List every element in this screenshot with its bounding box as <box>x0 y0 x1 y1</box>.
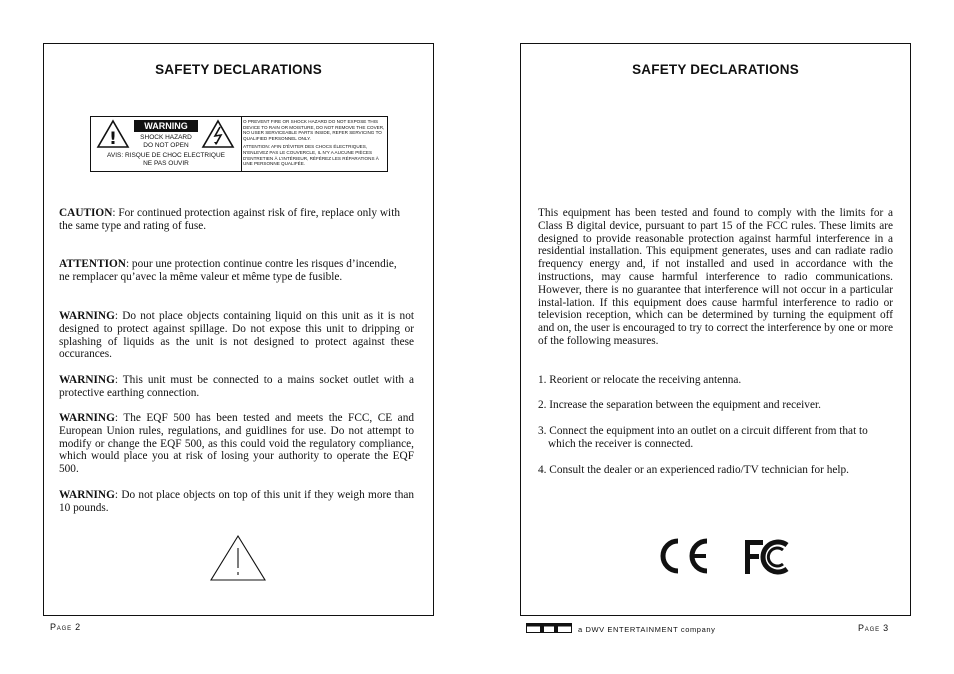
paragraph-lead: WARNING <box>59 489 115 501</box>
ce-mark-icon <box>656 537 712 575</box>
paragraph-text: : Do not place objects on top of this unit if they weigh more than 10 pounds. <box>59 489 414 514</box>
paragraph-lead: CAUTION <box>59 207 113 219</box>
lightning-triangle-icon <box>201 119 235 149</box>
warning-weight-paragraph <box>59 489 414 515</box>
right-page-heading: SAFETY DECLARATIONS <box>632 62 799 77</box>
paragraph-lead: WARNING <box>59 310 115 322</box>
dwv-logo-icon <box>526 623 572 633</box>
right-page <box>520 43 911 616</box>
warning-liquid-paragraph <box>59 310 414 361</box>
warning-earthing-paragraph <box>59 374 414 400</box>
attention-paragraph <box>59 258 409 284</box>
warning-triangle-icon <box>96 119 130 149</box>
paragraph-lead: WARNING <box>59 374 115 386</box>
warning-label-left <box>91 117 242 171</box>
left-page-number: Page 2 <box>50 622 81 632</box>
warning-french-text: ATTENTION: AFIN D'ÉVITER DES CHOCS ÉLECTRIQUES, N'ENLEVEZ PAS LE COUVERCLE, IL N'Y A AUCUNE PIÈCES D'ENTRETIEN À L'INTÉRIEUR, RÉFÉREZ LES RÉPARATIONS À UNE PERSONNE QUALIFÉE. <box>243 144 379 167</box>
warning-label <box>90 116 388 172</box>
paragraph-text: : The EQF 500 has been tested and meets the FCC, CE and European Union rules, regulations, and guidlines for use. Do not attempt to modify or change the EQF 500, as this could void the regulatory compliance, which would place you at risk of losing your authority to operate the EQF 500. <box>59 412 414 476</box>
measure-item: 2. Increase the separation between the equipment and receiver. <box>538 399 821 411</box>
paragraph-text: : This unit must be connected to a mains socket outlet with a protective earthing connection. <box>59 374 414 399</box>
warning-avis: AVIS: RISQUE DE CHOC ELECTRIQUE <box>107 152 225 159</box>
fcc-mark-icon <box>743 537 793 577</box>
caution-triangle-icon <box>209 534 267 582</box>
caution-paragraph <box>59 207 400 233</box>
paragraph-text: : For continued protection against risk of fire, replace only with the same type and rating of fuse. <box>59 207 400 232</box>
warning-label-right <box>243 119 385 169</box>
warning-do-not-open: DO NOT OPEN <box>143 142 189 149</box>
left-page-heading: SAFETY DECLARATIONS <box>155 62 322 77</box>
paragraph-text: : Do not place objects containing liquid on this unit as it is not designed to protect against spillage. Do not expose this unit to dripping or splashing of liquids as the unit is not designed to protect against these occurances. <box>59 310 414 361</box>
measure-item: 3. Connect the equipment into an outlet on a circuit different from that to which the receiver is connected. <box>538 425 868 450</box>
warning-badge: WARNING <box>134 120 198 132</box>
paragraph-text: : pour une protection continue contre les risques d’incendie, ne remplacer qu’avec la même valeur et même type de fusible. <box>59 258 397 283</box>
paragraph-lead: WARNING <box>59 412 115 424</box>
warning-compliance-paragraph <box>59 412 414 476</box>
warning-shock-hazard: SHOCK HAZARD <box>140 134 192 141</box>
svg-text:!: ! <box>109 129 117 149</box>
paragraph-lead: ATTENTION <box>59 258 126 270</box>
measure-item: 1. Reorient or relocate the receiving antenna. <box>538 374 742 386</box>
measure-item: 4. Consult the dealer or an experienced radio/TV technician for help. <box>538 464 849 476</box>
company-tagline: a DWV ENTERTAINMENT company <box>578 625 716 634</box>
fcc-intro-paragraph: This equipment has been tested and found to comply with the limits for a Class B digital device, pursuant to part 15 of the FCC rules. These limits are designed to provide reasonable protection against harmful interference in a residential installation. This equipment generates, uses and can radiate radio frequency energy and, if not installed and used in accordance with the instructions, may cause harmful interference to radio communications. However, there is no guarantee that interference will not occur in a particular instal-lation. If this equipment does cause harmful interference to radio or television reception, which can be determined by turning the equipment off and on, the user is encouraged to try to correct the interference by one or more of the following measures. <box>538 207 893 347</box>
right-page-number: Page 3 <box>858 623 889 633</box>
warning-ne-pas-ouvir: NE PAS OUVIR <box>143 160 189 167</box>
left-page <box>43 43 434 616</box>
warning-english-text: O PREVENT FIRE OR SHOCK HAZARD DO NOT EXPOSE THIS DEVICE TO RAIN OR MOISTURE, DO NOT REMOVE THE COVER, NO USER SERVICEABLE PARTS INSIDE, REFER SERVICING TO QUALIFIED PERSONNEL ONLY. <box>243 119 385 141</box>
